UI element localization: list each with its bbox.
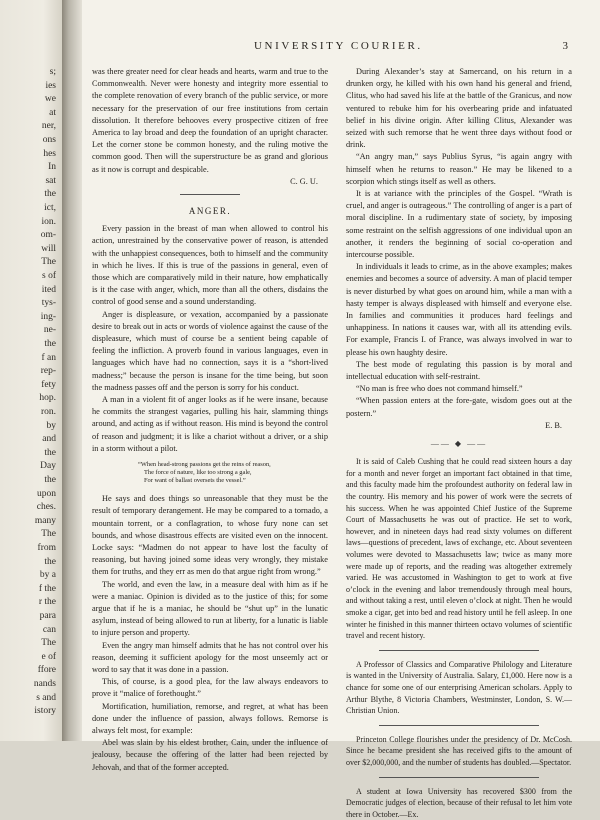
anger-paragraph-2: Anger is displeasure, or vexation, accompanied by a passionate desire to break out in acts or words of violence against the cause of the displeasure, which must of course be a sentient being capable of feeling the infliction. A proverb found in various languages, even in languages which have had no connection, says it is a “short-lived madness;” because the person is insane for the time being, but soon the madness passes off and the person is sorry for his conduct.: [92, 309, 328, 392]
previous-page-fragment: we: [44, 94, 56, 105]
anger-paragraph-4: He says and does things so unreasonable that they must be the result of temporary derangement. He may be compared to a tornado, a mountain torrent, or a conflagration, to whose fury none can set bounds, and whose disastrous effects are visited even on the innocent. Locke says: “Madmen do not appear to have lost the faculty of reasoning, but having joined some ideas very wrongly, they mistake them for truths, and they err as men do that argue right from wrong.”: [92, 494, 328, 577]
poem-line-2: The force of nature, like too strong a gale,: [144, 469, 252, 477]
previous-page-fragment: The: [41, 529, 56, 540]
news-item-professor: A Professor of Classics and Comparative Philology and Literature is wanted in the University of Australia. Salary, £1,000. Here now is a chance for some one of our enterprising American scholars. Apply to Arthur Blythe, 8 Victoria Chambers, Westminster, London, S. W.—Christian Union.: [346, 659, 572, 716]
newspaper-page: [82, 0, 600, 819]
anger-paragraph-7: This, of course, is a good plea, for the law always endeavors to prove it “malice of forethought.”: [92, 677, 328, 699]
anger-quote-1: “No man is free who does not command himself.”: [356, 384, 523, 394]
previous-page-fragment: para: [39, 611, 56, 621]
anger-paragraph-13: In individuals it leads to crime, as in the above examples; makes enemies and becomes a source of adversity. A man of placid temper is never disturbed by what goes on around him, while a man with a hasty temper is always displeased with himself and everyone else. In families and communities it produces hard feelings and unhappiness. In nations it causes war, with all its attending evils. For example, Francis I. of France, was always involved in war to please his own haughty desire.: [346, 262, 572, 357]
previous-page-fragment: ons: [42, 135, 56, 145]
previous-page-fragment: fety: [41, 379, 56, 390]
intro-paragraph: was there greater need for clear heads and hearts, warm and true to the Commonwealth. Never were honesty and integrity more essential to the complete renovation of every branch of the public service, or more necessary for the preservation of our free institutions from certain dissolution. It therefore behooves every prospective citizen of free America to lay broad and deep the foundation of an upright character. Let the corner stone be common honesty, and the ruling motive the common good. Then will the superstructure be as grand and glorious as it now is corrupt and despicable.: [92, 67, 328, 174]
article-heading: ANGER.: [188, 206, 232, 217]
previous-page-fragment: sat: [45, 175, 56, 186]
news-item-cushing: It is said of Caleb Cushing that he could read sixteen hours a day for a month and never forget an important fact obtained in that time, and this faculty made him the profoundest authority on federal law in the country. His memory and his power of work were the secrets of his success. When he was appointed Chief Justice of the Supreme Court of Massachusetts he was out of practice. He set to work, however, and in nineteen days had read sixty volumes on different laws—questions of precedent, laws of exchange, etc. About seventeen volumes were devoted to Massachusetts law; twice as many more were made up of reports, and the reading was altogether extremely varied. He was accustomed in Washington to get to work at five o’clock in the evening and labor tremendously through meal hours, and without taking a rest, until eleven o’clock at night. Then he would smoke a cigar, get into bed and read history until he fell asleep. In one winter he finished in this manner thirteen octavo volumes of scientific travel and recent history.: [346, 457, 572, 641]
news-item-princeton: Princeton College flourishes under the presidency of Dr. McCosh. Since he became president she has received gifts to the amount of over $2,000,000, and the number of students has doubled.—Spectator.: [346, 734, 572, 767]
anger-paragraph-11: “An angry man,” says Publius Syrus, “is again angry with himself when he returns to reason.” He may be likened to a scorpion which stings itself as well as others.: [346, 152, 572, 186]
previous-page-fragment: ict,: [44, 203, 56, 213]
previous-page-fragment: f the: [38, 583, 56, 594]
page-title: UNIVERSITY COURIER.: [254, 40, 423, 52]
book-gutter: [62, 0, 82, 741]
anger-paragraph-6: Even the angry man himself admits that he has not control over his reason, deeming it sufficient apology for the most unseemly act or word to say that it was done in a passion.: [92, 640, 328, 674]
previous-page-fragment: the: [44, 475, 56, 485]
anger-paragraph-10: During Alexander’s stay at Samercand, on his return in a drunken orgy, he killed with his own hand his general and friend, Clitus, who had saved his life at the battle of the Granicus, and now ventured to rebuke him for his overbearing pride and infatuated belief in his divine origin. After killing Clitus, Alexander was seized with such remorse that he went three days without food or drink.: [346, 67, 572, 150]
intro-signature: C. G. U.: [290, 176, 318, 186]
previous-page-fragment: The: [41, 257, 56, 268]
right-column: [346, 66, 572, 820]
previous-page-fragment: by a: [39, 570, 56, 581]
previous-page-fragment: by: [46, 420, 56, 431]
previous-page-fragment: s;: [49, 67, 56, 77]
anger-paragraph-1: Every passion in the breast of man when allowed to control his action, unrestrained by the conservative power of reason, is attended with the unhappiest consequences, both to himself and the community in which he lives. If this is true of the passions in general, even of those which are comparatively mild in their nature, how emphatically is it the case with anger, which, more than all the others, disdains the control of good sense and a sound understanding.: [92, 224, 328, 307]
previous-page-fragment: rep-: [40, 366, 56, 377]
page-number: 3: [562, 40, 568, 52]
previous-page-fragment: ffore: [37, 665, 56, 676]
previous-page-fragment: tys-: [41, 298, 56, 309]
anger-paragraph-12: It is at variance with the principles of the Gospel. “Wrath is cruel, and anger is outrageous.” The controlling of anger is a part of moral discipline. In a rudimentary state of society, by imposing some restraint on the selfish aggressions of one individual upon an another, it renders the beginning of social co-operation and intercourse possible.: [346, 189, 572, 260]
previous-page-fragment: ron.: [40, 407, 56, 417]
previous-page-fragment: the: [44, 556, 56, 567]
previous-page-fragment: the: [44, 447, 56, 458]
previous-page-fragment: the: [44, 339, 56, 349]
previous-page-fragment: r the: [38, 597, 56, 608]
previous-page-fragment: nands: [33, 679, 56, 689]
poem-line-1: “When head-strong passions get the reins of reason,: [138, 461, 271, 469]
section-divider: [180, 194, 240, 195]
news-item-iowa: A student at Iowa University has recovered $300 from the Democratic judges of election, because of their refusal to let him vote there in October.—Ex.: [346, 786, 572, 819]
previous-page-fragment: ited: [41, 284, 56, 295]
previous-page-fragment: from: [37, 543, 56, 553]
previous-page-fragment: ches.: [36, 502, 56, 513]
anger-quote-2: “When passion enters at the fore-gate, wisdom goes out at the postern.”: [346, 396, 572, 418]
previous-page-fragment: many: [34, 515, 56, 526]
left-column: [92, 66, 328, 774]
previous-page-fragment: istory: [34, 706, 56, 717]
poem-line-3: For want of ballast oversets the vessel.”: [144, 477, 246, 485]
previous-page-fragment: s and: [36, 692, 56, 703]
previous-page-fragment: s of: [42, 271, 56, 281]
previous-page-fragment: ies: [45, 80, 56, 91]
previous-page-fragment: The: [41, 638, 56, 649]
previous-page-fragment: ne-: [43, 325, 56, 336]
item-divider: [379, 650, 539, 651]
previous-page-fragment: upon: [37, 488, 56, 499]
previous-page-fragment: f an: [41, 352, 56, 363]
previous-page-fragment: will: [41, 243, 56, 254]
previous-page-fragment: ing-: [40, 311, 56, 322]
previous-page-fragment: at: [49, 107, 56, 118]
previous-page-fragment: the: [44, 189, 56, 200]
previous-page-fragment: hes: [43, 148, 56, 159]
previous-page-fragment: In: [48, 162, 56, 173]
page-header: [82, 40, 600, 54]
article-signature: E. B.: [545, 420, 562, 430]
previous-page-fragment: Day: [40, 461, 56, 472]
anger-paragraph-5: The world, and even the law, in a measure deal with him as if he were a maniac. Opinion is divided as to the justice of this; for some argue that if he is a maniac, he should be “shut up” in the lunatic asylum, instead of being allowed to run at liberty, for a lunatic is liable to injure person and property.: [92, 579, 328, 638]
poem-quote: [138, 461, 328, 485]
anger-paragraph-14: The best mode of regulating this passion is by moral and intellectual education with self-restraint.: [346, 359, 572, 382]
previous-page-fragment: and: [42, 434, 56, 445]
ornamental-divider: —— ◆ ——: [430, 439, 488, 449]
item-divider: [379, 777, 539, 778]
previous-page-fragment: ion.: [41, 216, 56, 227]
previous-page-fragment: ner,: [41, 121, 56, 132]
previous-page-fragment: hop.: [39, 393, 56, 404]
anger-paragraph-8: Mortification, humiliation, remorse, and regret, at what has been done under the influence of passion, always follows. Remorse is always felt most, for example:: [92, 701, 328, 735]
item-divider: [379, 725, 539, 726]
anger-paragraph-3: A man in a violent fit of anger looks as if he were insane, because he commits the strangest vagaries, pulling his hair, slamming things around, and acting as if without reason. His mind is beyond the control of reason and judgment; it is like a chariot without a driver, or a ship in a storm without a pilot.: [92, 395, 328, 453]
anger-paragraph-9: Abel was slain by his eldest brother, Cain, under the influence of jealousy, because the offering of the latter had been rejected by Jehovah, and that of the former accepted.: [92, 738, 328, 772]
previous-page-edge: [0, 0, 62, 741]
previous-page-fragment: e of: [41, 651, 56, 662]
previous-page-fragment: can: [42, 624, 56, 635]
previous-page-fragment: om-: [40, 230, 56, 241]
